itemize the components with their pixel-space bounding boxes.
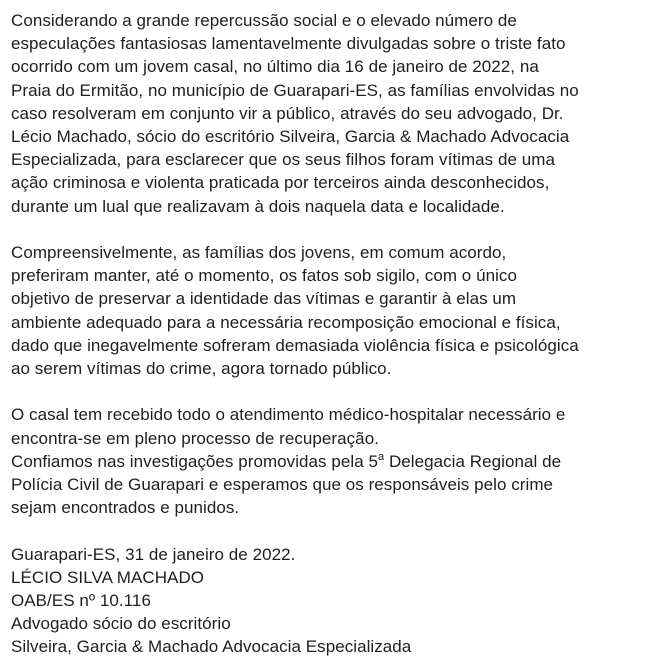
text-line: ocorrido com um jovem casal, no último dia 16 de janeiro de 2022, na xyxy=(11,57,539,77)
text-line: caso resolveram em conjunto vir a público, através do seu advogado, Dr. xyxy=(11,103,564,123)
text-line: Compreensivelmente, as famílias dos jovens, em comum acordo, xyxy=(11,243,507,263)
signature-registration: OAB/ES nº 10.116 xyxy=(11,591,151,611)
text-line: objetivo de preservar a identidade das vítimas e garantir à elas um xyxy=(11,289,517,309)
text-line: Especializada, para esclarecer que os seus filhos foram vítimas de uma xyxy=(11,150,555,170)
text-line: Lécio Machado, sócio do escritório Silveira, Garcia & Machado Advocacia xyxy=(11,127,570,147)
paragraph-intro xyxy=(11,9,651,218)
text-line: ao serem vítimas do crime, agora tornado público. xyxy=(11,359,392,379)
text-line: Considerando a grande repercussão social e o elevado número de xyxy=(11,11,517,30)
signature-name: LÉCIO SILVA MACHADO xyxy=(11,567,205,587)
ordinal-superscript: a xyxy=(378,450,385,463)
signature-role: Advogado sócio do escritório xyxy=(11,614,231,634)
text-line: durante um lual que realizavam à dois naquela data e localidade. xyxy=(11,196,505,216)
signature-block xyxy=(11,543,651,659)
post-body xyxy=(11,9,651,659)
text-line: especulações fantasiosas lamentavelmente divulgadas sobre o triste fato xyxy=(11,34,566,54)
delegacia-line xyxy=(11,450,651,473)
text-line: Polícia Civil de Guarapari e esperamos que os responsáveis pelo crime xyxy=(11,475,554,495)
delegacia-line-start: Confiamos nas investigações promovidas pela 5 xyxy=(11,451,379,471)
text-line: dado que inegavelmente sofreram demasiada violência física e psicológica xyxy=(11,335,579,355)
text-line: O casal tem recebido todo o atendimento médico-hospitalar necessário e xyxy=(11,405,566,425)
text-line: sejam encontrados e punidos. xyxy=(11,498,240,518)
text-line: encontra-se em pleno processo de recuperação. xyxy=(11,428,379,448)
delegacia-line-end: Delegacia Regional de xyxy=(384,451,562,471)
text-line: Praia do Ermitão, no município de Guarapari-ES, as famílias envolvidas no xyxy=(11,80,579,100)
text-line: ambiente adequado para a necessária recomposição emocional e física, xyxy=(11,312,561,332)
text-line: preferiram manter, até o momento, os fatos sob sigilo, com o único xyxy=(11,266,517,286)
paragraph-families xyxy=(11,241,651,380)
paragraph-status xyxy=(11,403,651,519)
signature-firm: Silveira, Garcia & Machado Advocacia Especializada xyxy=(11,637,412,657)
signature-date: Guarapari-ES, 31 de janeiro de 2022. xyxy=(11,544,296,564)
text-line: ação criminosa e violenta praticada por terceiros ainda desconhecidos, xyxy=(11,173,550,193)
